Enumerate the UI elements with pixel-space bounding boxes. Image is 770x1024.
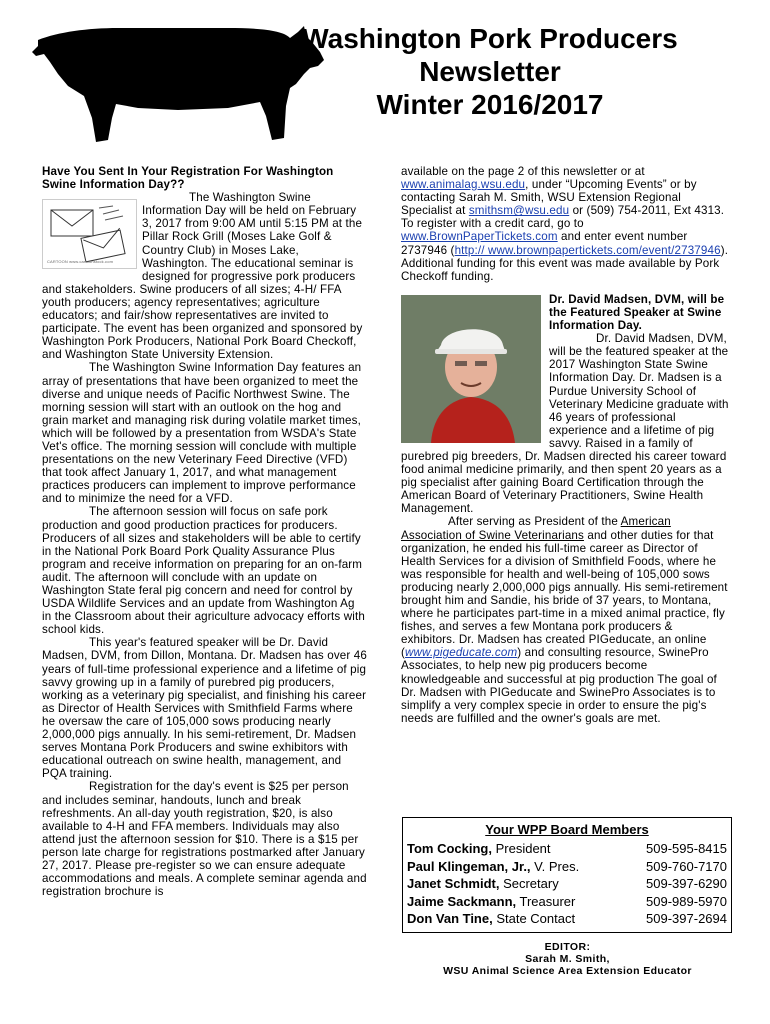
newsletter-title: Washington Pork Producers [302, 23, 678, 54]
event-link[interactable]: http:// www.brownpapertickets.com/event/2737946 [454, 243, 721, 257]
board-row: Janet Schmidt, Secretary 509-397-6290 [407, 876, 727, 891]
speaker-bio: Dr. David Madsen, DVM, will be the featured speaker at the 2017 Washington State Swine Information Day. Dr. Madsen is a Purdue University School of Veterinary Medicine graduate with 46 years of professional experience and a lifetime of pig savvy. Raised in a family of purebred pig breeders, Dr. Madsen directed his career toward food animal medicine primarily, and then spent 20 years as a pig specialist after gaining Board Certification through the American Board of Veterinary Practitioners, Swine Health Management. [401, 332, 729, 516]
board-row: Don Van Tine, State Contact 509-397-2694 [407, 911, 727, 926]
speaker-bio-continued: After serving as President of the American Association of Swine Veterinarians and other duties for that organization, he ended his full-time career as Director of Health Services for a division of Smithfield Foods, where he was responsible for health and well-being of 105,000 sows producing nearly 2,000,000 pigs annually. His semi-retirement brought him and Sandie, his bride of 37 years, to Montana, where he participates part-time in a mixed animal practice, fly fishes, and serves a few Montana pork producers & exhibitors. Dr. Madsen has created PIGeducate, an online (www.pigeducate.com) and consulting resource, SwinePro Associates, to help new pig producers become knowledgeable and successful at pig production The goal of Dr. Madsen with PIGeducate and SwinePro Associates is to simplify a very complex specie in order to ensure the pig's needs are fulfilled and the owner's goals are met. [401, 515, 728, 725]
board-title: Your WPP Board Members [485, 822, 649, 837]
paragraph-presentations: The Washington Swine Information Day features an array of presentations that have been organized to meet the diverse and unique needs of Pacific Northwest Swine. The morning session will start with an outlook on the hog and grain market and managing risk during volatile market times, which will be followed by a presentation from WSDA's State Vet's office. The morning session will conclude with multiple presentations on the new Veterinary Feed Directive (VFD) that took affect January 1, 2017, and what management practices producers can implement to improve performance and to minimize the need for a VFD. [42, 361, 362, 506]
speaker-photo [401, 295, 541, 443]
masthead [255, 22, 725, 121]
board-members-box [402, 817, 732, 933]
envelope-cartoon-icon [42, 199, 137, 269]
speaker-heading: Dr. David Madsen, DVM, will be the Featured Speaker at Swine Information Day. [549, 292, 725, 333]
image-caption: CARTOON www.cartoonstock.com [47, 259, 114, 265]
editor-label: EDITOR: [544, 941, 591, 953]
brownpapertickets-link[interactable]: www.BrownPaperTickets.com [401, 230, 558, 244]
right-column [401, 165, 729, 725]
email-link[interactable]: smithsm@wsu.edu [468, 204, 570, 218]
pigeducate-link[interactable]: www.pigeducate.com [405, 646, 518, 660]
newsletter-subtitle: Newsletter [419, 56, 561, 87]
issue-date: Winter 2016/2017 [376, 89, 604, 120]
editor-block [400, 941, 735, 977]
registration-heading: Have You Sent In Your Registration For Washington Swine Information Day?? [42, 165, 334, 192]
board-row: Paul Klingeman, Jr., V. Pres. 509-760-7170 [407, 858, 727, 874]
animalag-link[interactable]: www.animalag.wsu.edu [401, 178, 526, 192]
registration-continued: available on the page 2 of this newsletter or at www.animalag.wsu.edu, under “Upcoming Events” or by contacting Sarah M. Smith, WSU Extension Regional Specialist at smithsm@wsu.edu or (509) 754-2011, Ext 4313. To register with a credit card, go to www.BrownPaperTickets.com and enter event number 2737946 (http:// www.brownpapertickets.com/event/2737946). Additional funding for this event was made available by Pork Checkoff funding. [401, 165, 729, 283]
left-column [42, 165, 367, 898]
board-row: Jaime Sackmann, Treasurer 509-989-5970 [407, 893, 727, 909]
board-row: Tom Cocking, President 509-595-8415 [407, 841, 727, 856]
paragraph-intro: The Washington Swine Information Day will be held on February 3, 2017 from 9:00 AM until 5:15 PM at the Pillar Rock Grill (Moses Lake Golf & Country Club) in Moses Lake, Washington. The educational seminar is designed for progressive pork producers and stakeholders. Swine producers of all sizes; 4-H/ FFA youth producers; agency representatives; agriculture educators; and fair/show representatives are invited to participate. The event has been organized and sponsored by Washington Pork Producers, National Pork Board Checkoff, and Washington State University Extension. [42, 191, 363, 362]
editor-title: WSU Animal Science Area Extension Educator [443, 965, 692, 977]
paragraph-registration: Registration for the day's event is $25 per person and includes seminar, handouts, lunch and break refreshments. An all-day youth registration, $20, is also available to 4-H and FFA members. Individuals may also attend just the afternoon session for $10. There is a $15 per person late charge for registrations postmarked after January 27, 2017. Please pre-register so we can ensure adequate accommodations and meals. A complete seminar agenda and registration brochure is [42, 780, 367, 899]
paragraph-afternoon: The afternoon session will focus on safe pork production and good production practices for producers. Producers of all sizes and stakeholders will be able to certify in the National Pork Board Pork Quality Assurance Plus program and receive information on preparing for an on-farm audit. The afternoon will conclude with an update on Washington State feral pig concern and need for control by USDA Wildlife Services and an update from Washington Ag in the Classroom about their agriculture advocacy efforts with school kids. [42, 505, 365, 637]
editor-name: Sarah M. Smith, [525, 953, 610, 965]
aasv-link[interactable]: American Association of Swine Veterinarians [401, 515, 671, 542]
paragraph-speaker: This year's featured speaker will be Dr. David Madsen, DVM, from Dillon, Montana. Dr. Madsen has over 46 years of full-time professional experience and a lifetime of pig savvy growing up in a family of purebred pig producers, working as a veterinary pig specialist, and finishing his career as Director of Health Services with Smithfield Farms where he oversaw the care of 105,000 sows producing nearly 2,000,000 pigs annually. In his semi-retirement, Dr. Madsen serves Montana Pork Producers and swine exhibitors with educational outreach on swine health, management, and PQA training. [42, 636, 367, 781]
